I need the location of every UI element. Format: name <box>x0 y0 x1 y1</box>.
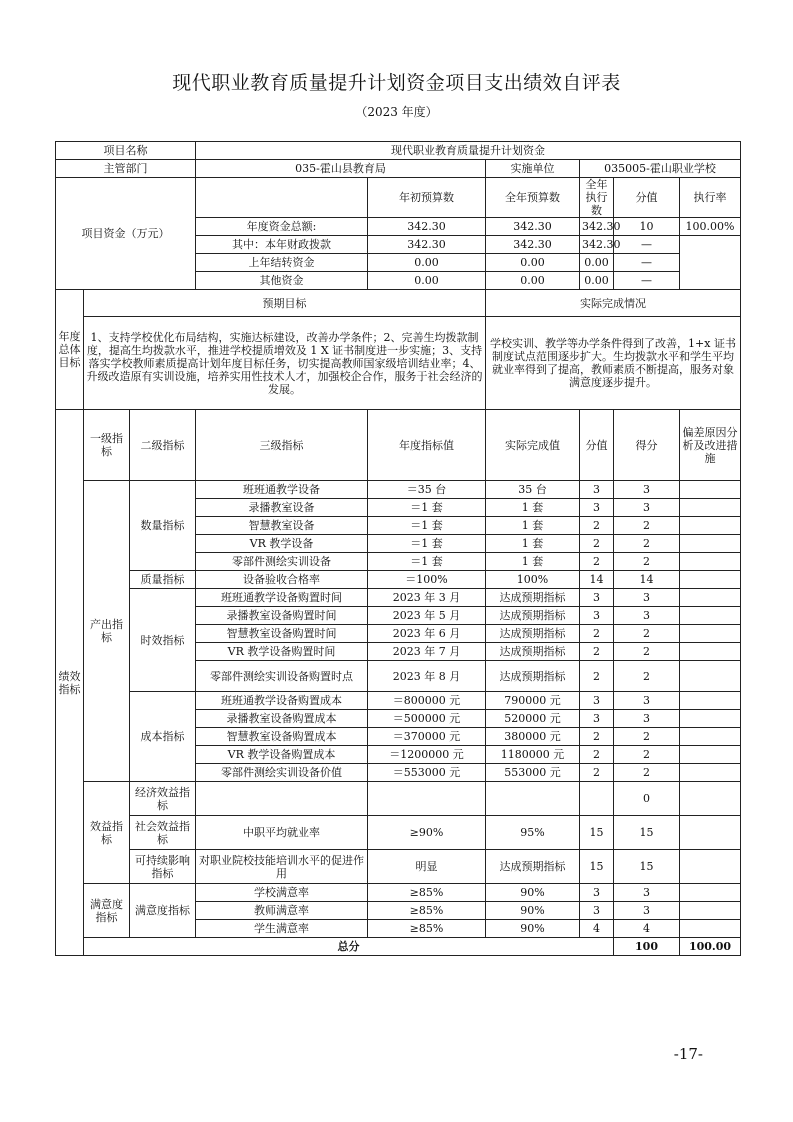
indicator-name: 班班通教学设备购置时间 <box>196 589 368 607</box>
indicator-name: 录播教室设备 <box>196 499 368 517</box>
indicator-name: 学生满意率 <box>196 920 368 938</box>
indicator-name: 对职业院校技能培训水平的促进作用 <box>196 850 368 884</box>
indicator-target: 明显 <box>368 850 486 884</box>
col-l3: 三级指标 <box>196 410 368 481</box>
indicator-name: 班班通教学设备购置成本 <box>196 692 368 710</box>
fund-initial: 0.00 <box>368 272 486 290</box>
indicator-weight: 2 <box>580 553 614 571</box>
indicator-name: 设备验收合格率 <box>196 571 368 589</box>
page-subtitle: （2023 年度） <box>355 105 438 119</box>
indicator-name: VR 教学设备 <box>196 535 368 553</box>
indicator-weight: 3 <box>580 884 614 902</box>
quantity-label: 数量指标 <box>130 481 196 571</box>
indicator-note <box>680 661 741 692</box>
project-name-label: 项目名称 <box>56 142 196 160</box>
indicator-note <box>680 625 741 643</box>
indicator-weight: 15 <box>580 850 614 884</box>
fund-annual: 342.30 <box>486 218 580 236</box>
indicator-note <box>680 517 741 535</box>
col-weight: 分值 <box>614 178 680 218</box>
actual-goal-label: 实际完成情况 <box>486 290 741 317</box>
col-executed: 全年执行数 <box>580 178 614 218</box>
indicator-weight: 2 <box>580 643 614 661</box>
table-row <box>56 481 741 499</box>
fund-label: 其他资金 <box>196 272 368 290</box>
indicator-target: ＝370000 元 <box>368 728 486 746</box>
indicator-actual: 35 台 <box>486 481 580 499</box>
fund-weight: — <box>614 254 680 272</box>
indicator-actual: 1 套 <box>486 499 580 517</box>
evaluation-table <box>55 141 741 956</box>
indicator-actual: 达成预期指标 <box>486 607 580 625</box>
fund-rate: 100.00% <box>680 218 741 236</box>
fund-label: 年度资金总额: <box>196 218 368 236</box>
indicator-score: 3 <box>614 481 680 499</box>
indicator-weight: 14 <box>580 571 614 589</box>
indicator-score: 3 <box>614 884 680 902</box>
indicator-target: ＝1 套 <box>368 553 486 571</box>
total-score: 100.00 <box>680 938 741 956</box>
indicators-label: 绩效指标 <box>56 410 84 956</box>
indicator-actual: 达成预期指标 <box>486 625 580 643</box>
indicator-target: 2023 年 5 月 <box>368 607 486 625</box>
indicator-target: ＝553000 元 <box>368 764 486 782</box>
indicator-note <box>680 553 741 571</box>
total-label: 总分 <box>84 938 614 956</box>
indicator-target: ＝100% <box>368 571 486 589</box>
indicator-score: 3 <box>614 710 680 728</box>
indicator-score: 2 <box>614 746 680 764</box>
timeliness-label: 时效指标 <box>130 589 196 692</box>
indicator-weight: 3 <box>580 589 614 607</box>
indicator-score: 3 <box>614 499 680 517</box>
indicator-score: 4 <box>614 920 680 938</box>
fund-weight: — <box>614 272 680 290</box>
indicator-actual: 90% <box>486 920 580 938</box>
indicator-name: 零部件测绘实训设备 <box>196 553 368 571</box>
indicator-name: 学校满意率 <box>196 884 368 902</box>
indicator-note <box>680 481 741 499</box>
indicator-score: 3 <box>614 607 680 625</box>
indicator-score: 2 <box>614 517 680 535</box>
dept-label: 主管部门 <box>56 160 196 178</box>
indicator-score: 3 <box>614 902 680 920</box>
indicator-score: 15 <box>614 850 680 884</box>
total-weight: 100 <box>614 938 680 956</box>
indicator-name: 智慧教室设备 <box>196 517 368 535</box>
indicator-name: 录播教室设备购置时间 <box>196 607 368 625</box>
col-target: 年度指标值 <box>368 410 486 481</box>
indicator-target: ＝35 台 <box>368 481 486 499</box>
indicator-actual: 达成预期指标 <box>486 850 580 884</box>
indicator-note <box>680 884 741 902</box>
indicator-name: 智慧教室设备购置时间 <box>196 625 368 643</box>
indicator-actual: 100% <box>486 571 580 589</box>
satisfaction-l1-label: 满意度指标 <box>84 884 130 938</box>
col-l2: 二级指标 <box>130 410 196 481</box>
indicator-target: 2023 年 3 月 <box>368 589 486 607</box>
row-project-name <box>56 142 741 160</box>
fund-annual: 0.00 <box>486 272 580 290</box>
page-title: 现代职业教育质量提升计划资金项目支出绩效自评表 <box>172 72 621 94</box>
indicator-weight: 2 <box>580 535 614 553</box>
indicator-actual: 790000 元 <box>486 692 580 710</box>
indicator-weight: 3 <box>580 499 614 517</box>
indicator-note <box>680 816 741 850</box>
indicator-target: 2023 年 8 月 <box>368 661 486 692</box>
indicator-name: 智慧教室设备购置成本 <box>196 728 368 746</box>
indicator-actual: 1 套 <box>486 517 580 535</box>
indicator-note <box>680 902 741 920</box>
indicator-name: 零部件测绘实训设备价值 <box>196 764 368 782</box>
indicator-target: ≥85% <box>368 902 486 920</box>
indicator-actual: 达成预期指标 <box>486 643 580 661</box>
indicator-actual: 90% <box>486 902 580 920</box>
indicator-note <box>680 499 741 517</box>
col-score: 得分 <box>614 410 680 481</box>
indicator-note <box>680 850 741 884</box>
indicator-note <box>680 692 741 710</box>
indicator-score: 2 <box>614 728 680 746</box>
row-indicator-header <box>56 410 741 481</box>
indicator-weight: 3 <box>580 902 614 920</box>
indicator-target: ＝500000 元 <box>368 710 486 728</box>
col-budget-initial: 年初预算数 <box>368 178 486 218</box>
fund-annual: 342.30 <box>486 236 580 254</box>
indicator-weight: 3 <box>580 481 614 499</box>
col-note: 偏差原因分析及改进措施 <box>680 410 741 481</box>
table-row <box>56 589 741 607</box>
indicator-score: 2 <box>614 661 680 692</box>
fund-executed: 342.30 <box>580 218 614 236</box>
output-label: 产出指标 <box>84 481 130 782</box>
indicator-target: ≥85% <box>368 920 486 938</box>
fund-label: 上年结转资金 <box>196 254 368 272</box>
indicator-actual <box>486 782 580 816</box>
indicator-note <box>680 728 741 746</box>
indicator-note <box>680 710 741 728</box>
table-row <box>56 884 741 902</box>
indicator-score: 2 <box>614 535 680 553</box>
fund-executed: 342.30 <box>580 236 614 254</box>
fund-rate-blank <box>680 236 741 290</box>
fund-weight: 10 <box>614 218 680 236</box>
indicator-name: 中职平均就业率 <box>196 816 368 850</box>
indicator-note <box>680 607 741 625</box>
fund-weight: — <box>614 236 680 254</box>
table-row <box>56 850 741 884</box>
indicator-score: 15 <box>614 816 680 850</box>
fund-label: 其中：本年财政拨款 <box>196 236 368 254</box>
indicator-note <box>680 764 741 782</box>
indicator-score: 2 <box>614 643 680 661</box>
indicator-actual: 380000 元 <box>486 728 580 746</box>
goals-label: 年度总体目标 <box>56 290 84 410</box>
indicator-note <box>680 589 741 607</box>
dept-value: 035-霍山县教育局 <box>196 160 486 178</box>
indicator-score: 2 <box>614 764 680 782</box>
col-budget-annual: 全年预算数 <box>486 178 580 218</box>
col-weight: 分值 <box>580 410 614 481</box>
indicator-actual: 553000 元 <box>486 764 580 782</box>
indicator-weight: 2 <box>580 661 614 692</box>
table-row <box>56 782 741 816</box>
page-number: -17- <box>673 1045 703 1063</box>
indicator-weight: 2 <box>580 746 614 764</box>
unit-label: 实施单位 <box>486 160 580 178</box>
row-dept <box>56 160 741 178</box>
indicator-weight <box>580 782 614 816</box>
indicator-name: 零部件测绘实训设备购置时点 <box>196 661 368 692</box>
funds-header-blank <box>196 178 368 218</box>
indicator-score: 0 <box>614 782 680 816</box>
indicator-target: 2023 年 7 月 <box>368 643 486 661</box>
col-l1: 一级指标 <box>84 410 130 481</box>
indicator-score: 2 <box>614 553 680 571</box>
indicator-weight: 2 <box>580 764 614 782</box>
indicator-note <box>680 643 741 661</box>
fund-initial: 0.00 <box>368 254 486 272</box>
quality-label: 质量指标 <box>130 571 196 589</box>
indicator-actual: 1 套 <box>486 553 580 571</box>
indicator-weight: 3 <box>580 607 614 625</box>
indicator-score: 14 <box>614 571 680 589</box>
fund-initial: 342.30 <box>368 218 486 236</box>
indicator-note <box>680 746 741 764</box>
funds-label: 项目资金（万元） <box>56 178 196 290</box>
indicator-actual: 90% <box>486 884 580 902</box>
actual-goal-text: 学校实训、教学等办学条件得到了改善，1+x 证书制度试点范围逐步扩大。生均拨款水平和学生平均就业率得到了提高，教师素质不断提高，服务对象满意度逐步提升。 <box>486 317 741 410</box>
indicator-score: 3 <box>614 589 680 607</box>
satisfaction-l2-label: 满意度指标 <box>130 884 196 938</box>
indicator-weight: 2 <box>580 728 614 746</box>
row-funds-header <box>56 178 741 218</box>
indicator-actual: 达成预期指标 <box>486 661 580 692</box>
indicator-weight: 3 <box>580 710 614 728</box>
indicator-actual: 520000 元 <box>486 710 580 728</box>
col-exec-rate: 执行率 <box>680 178 741 218</box>
indicator-target: ＝1 套 <box>368 499 486 517</box>
indicator-weight: 2 <box>580 625 614 643</box>
economic-label: 经济效益指标 <box>130 782 196 816</box>
project-name: 现代职业教育质量提升计划资金 <box>196 142 741 160</box>
indicator-target: ＝1 套 <box>368 535 486 553</box>
row-total <box>56 938 741 956</box>
expected-goal-label: 预期目标 <box>84 290 486 317</box>
col-actual: 实际完成值 <box>486 410 580 481</box>
indicator-note <box>680 535 741 553</box>
indicator-name <box>196 782 368 816</box>
indicator-weight: 2 <box>580 517 614 535</box>
fund-executed: 0.00 <box>580 254 614 272</box>
row-goals-header <box>56 290 741 317</box>
table-row <box>56 816 741 850</box>
sustain-label: 可持续影响指标 <box>130 850 196 884</box>
indicator-target: ≥90% <box>368 816 486 850</box>
indicator-name: 班班通教学设备 <box>196 481 368 499</box>
row-goals-content <box>56 317 741 410</box>
unit-value: 035005-霍山职业学校 <box>580 160 741 178</box>
indicator-target: ＝1200000 元 <box>368 746 486 764</box>
indicator-name: VR 教学设备购置成本 <box>196 746 368 764</box>
indicator-note <box>680 920 741 938</box>
indicator-note <box>680 571 741 589</box>
table-row <box>56 571 741 589</box>
indicator-name: VR 教学设备购置时间 <box>196 643 368 661</box>
fund-annual: 0.00 <box>486 254 580 272</box>
indicator-target: 2023 年 6 月 <box>368 625 486 643</box>
indicator-score: 2 <box>614 625 680 643</box>
indicator-weight: 15 <box>580 816 614 850</box>
indicator-score: 3 <box>614 692 680 710</box>
expected-goal-text: 1、支持学校优化布局结构，实施达标建设，改善办学条件；2、完善生均拨款制度，提高生均拨款水平，推进学校提质增效及 1 X 证书制度进一步实施；3、支持落实学校教师素质提高计划年度目标任务，切实提高教师国家级培训结业率；4、升级改造原有实训设施，培养实用性技术人才，加强校企合作，服务于社会经济的发展。 <box>84 317 486 410</box>
indicator-weight: 3 <box>580 692 614 710</box>
indicator-note <box>680 782 741 816</box>
fund-executed: 0.00 <box>580 272 614 290</box>
cost-label: 成本指标 <box>130 692 196 782</box>
indicator-actual: 95% <box>486 816 580 850</box>
indicator-name: 录播教室设备购置成本 <box>196 710 368 728</box>
social-label: 社会效益指标 <box>130 816 196 850</box>
indicator-target <box>368 782 486 816</box>
indicator-actual: 1 套 <box>486 535 580 553</box>
table-row <box>56 692 741 710</box>
indicator-actual: 1180000 元 <box>486 746 580 764</box>
indicator-target: ＝1 套 <box>368 517 486 535</box>
indicator-weight: 4 <box>580 920 614 938</box>
fund-initial: 342.30 <box>368 236 486 254</box>
indicator-target: ≥85% <box>368 884 486 902</box>
indicator-name: 教师满意率 <box>196 902 368 920</box>
benefit-label: 效益指标 <box>84 782 130 884</box>
indicator-actual: 达成预期指标 <box>486 589 580 607</box>
indicator-target: ＝800000 元 <box>368 692 486 710</box>
